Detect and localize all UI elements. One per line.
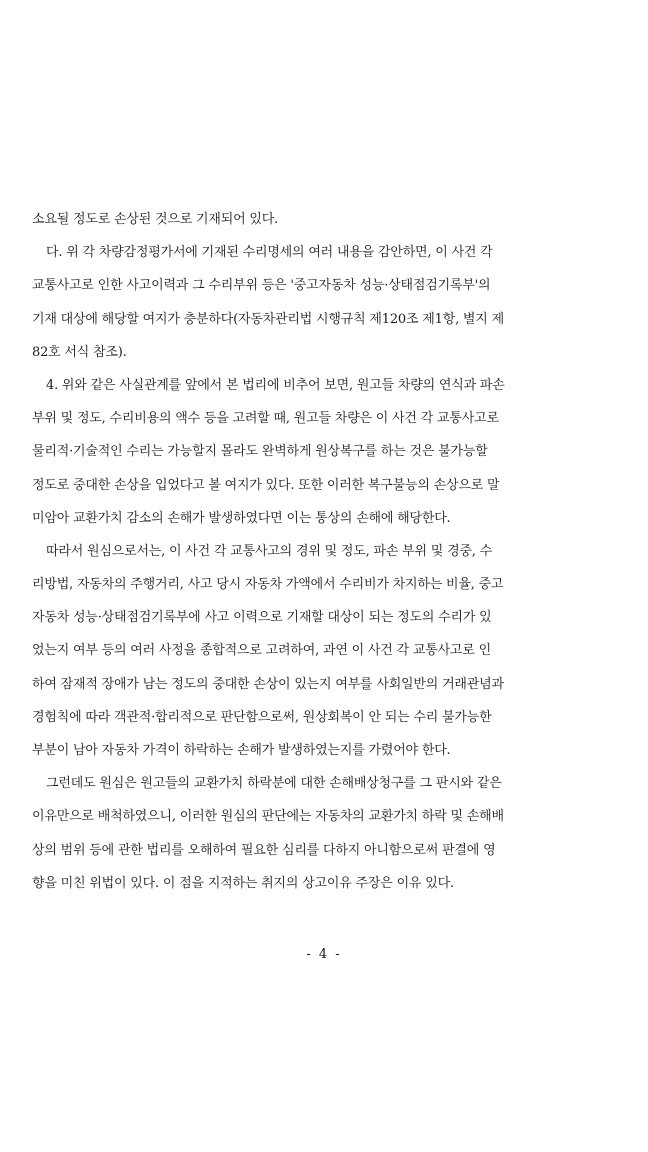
text-line: 82호 서식 참조). [32, 344, 127, 360]
text-line: 하여 잠재적 장애가 남는 정도의 중대한 손상이 있는지 여부를 사회일반의 거래관념과 [32, 676, 504, 692]
text-line: 기재 대상에 해당할 여지가 충분하다(자동차관리법 시행규칙 제120조 제1항, 별지 제 [32, 311, 504, 327]
text-line: 부분이 남아 자동차 가격이 하락하는 손해가 발생하였는지를 가렸어야 한다. [32, 743, 451, 758]
text-line: 교통사고로 인한 사고이력과 그 수리부위 등은 '중고자동차 성능·상태점검기록부'의 [32, 278, 491, 294]
text-line: 4. 위와 같은 사실관계를 앞에서 본 법리에 비추어 보면, 원고들 차량의 연식과 파손 [46, 377, 505, 393]
text-line: 경험칙에 따라 객관적·합리적으로 판단함으로써, 원상회복이 안 되는 수리 불가능한 [32, 709, 492, 725]
text-line: 상의 범위 등에 관한 법리를 오해하여 필요한 심리를 다하지 아니함으로써 판결에 영 [32, 842, 496, 858]
text-line: 부위 및 정도, 수리비용의 액수 등을 고려할 때, 원고들 차량은 이 사건 각 교통사고로 [32, 411, 499, 427]
text-line: 미암아 교환가치 감소의 손해가 발생하였다면 이는 통상의 손해에 해당한다. [32, 510, 451, 526]
text-line: 이유만으로 배척하였으니, 이러한 원심의 판단에는 자동차의 교환가치 하락 및 손해배 [32, 809, 504, 825]
text-line: 리방법, 자동차의 주행거리, 사고 당시 자동차 가액에서 수리비가 차지하는 비율, 중고 [32, 577, 504, 593]
text-line: 다. 위 각 차량감정평가서에 기재된 수리명세의 여러 내용을 감안하면, 이 사건 각 [46, 245, 493, 261]
text-line: 자동차 성능·상태점검기록부에 사고 이력으로 기재할 대상이 되는 정도의 수리가 있 [32, 610, 492, 626]
text-line: 정도로 중대한 손상을 입었다고 볼 여지가 있다. 또한 이러한 복구불능의 손상으로 말 [32, 477, 500, 493]
text-line: 물리적·기술적인 수리는 가능할지 몰라도 완벽하게 원상복구를 하는 것은 불가능할 [32, 444, 488, 460]
text-line: 향을 미친 위법이 있다. 이 점을 지적하는 취지의 상고이유 주장은 이유 있다. [32, 875, 454, 891]
page-number: - 4 - [306, 947, 342, 962]
body-text [32, 203, 612, 900]
text-line: 었는지 여부 등의 여러 사정을 종합적으로 고려하여, 과연 이 사건 각 교통사고로 인 [32, 643, 491, 659]
text-line: 소요될 정도로 손상된 것으로 기재되어 있다. [32, 212, 279, 227]
text-line: 그런데도 원심은 원고들의 교환가치 하락분에 대한 손해배상청구를 그 판시와 같은 [46, 776, 502, 792]
text-line: 따라서 원심으로서는, 이 사건 각 교통사고의 경위 및 정도, 파손 부위 및 경중, 수 [46, 543, 493, 559]
